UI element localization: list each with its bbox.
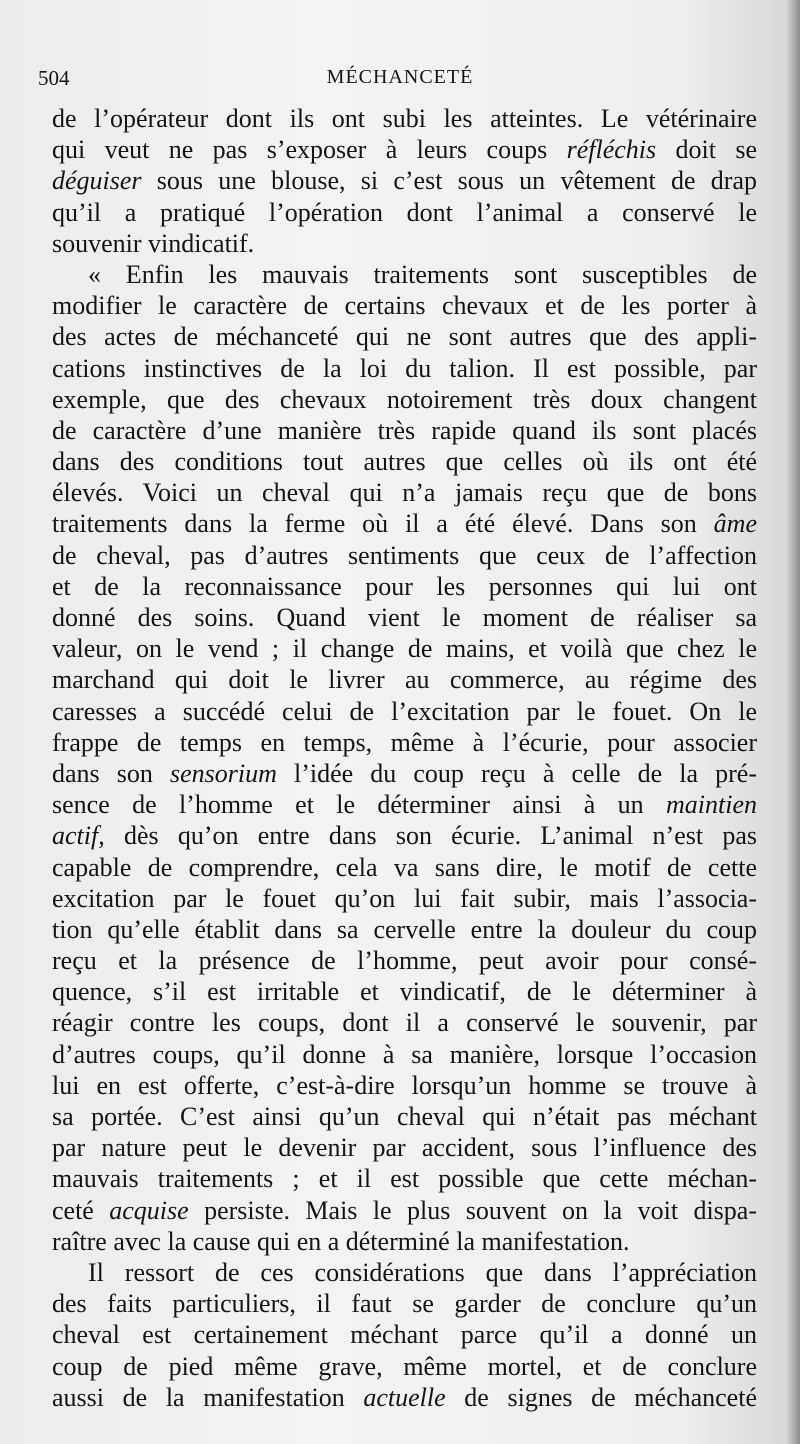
text-line: actif, dès qu’on entre dans son écurie. L’animal n’est pas: [52, 821, 757, 851]
text-line: cheval est certainement méchant parce qu’il a donné un: [52, 1320, 757, 1350]
text-line: reçu et la présence de l’homme, peut avoir pour consé-: [52, 946, 757, 976]
text-line: de cheval, pas d’autres sentiments que ceux de l’affection: [52, 540, 757, 570]
text-line: tion qu’elle établit dans sa cervelle entre la douleur du coup: [52, 914, 757, 944]
text-line: capable de comprendre, cela va sans dire, le motif de cette: [52, 852, 757, 882]
text-line: des actes de méchanceté qui ne sont autres que des appli-: [52, 322, 757, 352]
body-text: [52, 103, 757, 1413]
text-line: sa portée. C’est ainsi qu’un cheval qui n’était pas méchant: [52, 1102, 757, 1131]
text-line: dans des conditions tout autres que celles où ils ont été: [52, 447, 757, 477]
text-line: lui en est offerte, c’est-à-dire lorsqu’un homme se trouve à: [52, 1070, 757, 1100]
text-line: valeur, on le vend ; il change de mains, et voilà que chez le: [52, 634, 757, 664]
text-line: caresses a succédé celui de l’excitation par le fouet. On le: [52, 696, 757, 726]
text-line: de l’opérateur dont ils ont subi les atteintes. Le vétérinaire: [52, 104, 757, 133]
text-line: qui veut ne pas s’exposer à leurs coups réfléchis doit se: [52, 135, 757, 165]
text-line: aussi de la manifestation actuelle de signes de méchanceté: [52, 1382, 757, 1412]
page-edge-shadow: [786, 0, 800, 1444]
text-line: quence, s’il est irritable et vindicatif, de le déterminer à: [52, 977, 757, 1007]
text-line: ceté acquise persiste. Mais le plus souvent on la voit dispa-: [52, 1195, 757, 1225]
text-line: marchand qui doit le livrer au commerce, au régime des: [52, 665, 757, 695]
text-line: coup de pied même grave, même mortel, et de conclure: [52, 1351, 757, 1381]
text-line: d’autres coups, qu’il donne à sa manière, lorsque l’occasion: [52, 1039, 757, 1069]
text-line: des faits particuliers, il faut se garder de conclure qu’un: [52, 1289, 757, 1319]
text-line: de caractère d’une manière très rapide quand ils sont placés: [52, 415, 757, 445]
text-line: raître avec la cause qui en a déterminé la manifestation.: [52, 1226, 630, 1256]
text-line: donné des soins. Quand vient le moment de réaliser sa: [52, 603, 757, 632]
text-line: qu’il a pratiqué l’opération dont l’animal a conservé le: [52, 197, 757, 227]
text-line: sence de l’homme et le déterminer ainsi à un maintien: [52, 790, 757, 820]
text-line: réagir contre les coups, dont il a conservé le souvenir, par: [52, 1008, 757, 1038]
text-line: souvenir vindicatif.: [52, 228, 255, 258]
text-line: par nature peut le devenir par accident, sous l’influence des: [52, 1133, 757, 1163]
text-line: exemple, que des chevaux notoirement très doux changent: [52, 384, 757, 414]
text-line: frappe de temps en temps, même à l’écurie, pour associer: [52, 727, 757, 757]
text-line: et de la reconnaissance pour les personnes qui lui ont: [52, 571, 757, 601]
text-line: dans son sensorium l’idée du coup reçu à celle de la pré-: [52, 758, 757, 788]
running-title: MÉCHANCETÉ: [326, 66, 474, 88]
text-line: excitation par le fouet qu’on lui fait subir, mais l’associa-: [52, 883, 757, 913]
text-line: Il ressort de ces considérations que dans l’appréciation: [88, 1257, 757, 1287]
text-line: élevés. Voici un cheval qui n’a jamais reçu que de bons: [52, 478, 757, 508]
text-line: mauvais traitements ; et il est possible que cette méchan-: [52, 1164, 757, 1194]
page-header: [30, 62, 770, 98]
text-line: traitements dans la ferme où il a été élevé. Dans son âme: [52, 509, 757, 539]
text-line: cations instinctives de la loi du talion. Il est possible, par: [52, 353, 757, 383]
text-line: « Enfin les mauvais traitements sont susceptibles de: [88, 259, 757, 289]
page-number: 504: [38, 66, 70, 90]
text-line: modifier le caractère de certains chevaux et de les porter à: [52, 291, 757, 321]
text-line: déguiser sous une blouse, si c’est sous un vêtement de drap: [52, 166, 757, 196]
